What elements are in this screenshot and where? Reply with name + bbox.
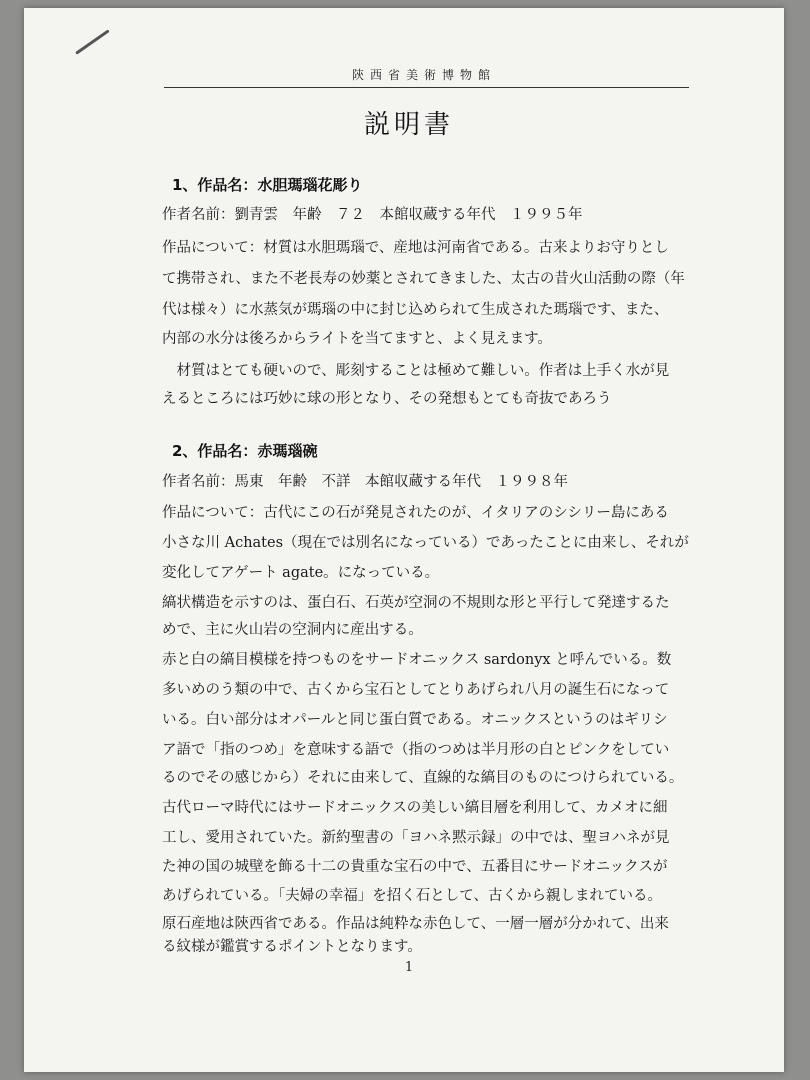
document-title: 説明書 [363,110,454,140]
section-1-line: 作品について：材質は水胆瑪瑙で、産地は河南省である。古来よりお守りとし [162,240,669,256]
page-number: 1 [404,960,414,975]
section-1-line: 材質はとても硬いので、彫刻することは極めて難しい。作者は上手く水が見 [162,363,670,379]
section-2-line: た神の国の城壁を飾る十二の貴重な宝石の中で、五番目にサードオニックスが [162,859,668,875]
staple-mark [75,29,109,54]
section-2-line: あげられている。「夫婦の幸福」を招く石として、古くから親しまれている。 [162,888,662,904]
section-1-line: えるところには巧妙に球の形となり、その発想もとても奇抜であろう [162,391,612,407]
section-2-line: 作品について：古代にこの石が発見されたのが、イタリアのシシリー島にある [162,505,669,521]
section-2-line: 小さな川 Achates（現在では別名になっている）であったことに由来し、それが [162,535,689,551]
museum-header: 陝西省美術博物館 [351,68,496,82]
section-2-line: 原石産地は陝西省である。作品は純粋な赤色して、一層一層が分かれて、出来 [162,916,669,932]
section-2-line: 作者名前：馬東 年齢 不詳 本館収蔵する年代 １９９８年 [162,474,568,490]
section-2-line: る紋様が鑑賞するポイントとなります。 [162,939,422,955]
section-2-line: めで、主に火山岩の空洞内に産出する。 [162,622,423,638]
section-1-line: 作者名前：劉青雲 年齢 ７２ 本館収蔵する年代 １９９５年 [162,207,583,223]
section-2-line: いる。白い部分はオパールと同じ蛋白質である。オニックスというのはギリシ [162,712,668,728]
document-page [24,8,784,1072]
section-2-line: 古代ローマ時代にはサードオニックスの美しい縞目層を利用して、カメオに細 [162,800,668,816]
section-1-line: て携帯され、また不老長寿の妙薬とされてきました、太古の昔火山活動の際（年 [162,271,685,287]
section-2-line: ア語で「指のつめ」を意味する語で（指のつめは半月形の白とピンクをしてい [162,742,670,758]
section-2-heading: 2、作品名：赤瑪瑙碗 [172,442,318,460]
section-2-line: 工し、愛用されていた。新約聖書の「ヨハネ黙示録」の中では、聖ヨハネが見 [162,830,670,846]
section-1-heading: 1、作品名：水胆瑪瑙花彫り [172,176,363,194]
section-2-line: 変化してアゲート agate。になっている。 [162,565,440,581]
header-rule [164,87,689,88]
section-2-line: 縞状構造を示すのは、蛋白石、石英が空洞の不規則な形と平行して発達するた [162,595,670,611]
section-1-line: 代は様々）に水蒸気が瑪瑙の中に封じ込められて生成された瑪瑙です、また、 [162,302,669,318]
section-2-line: 多いめのう類の中で、古くから宝石としてとりあげられ八月の誕生石になって [162,682,670,698]
section-1-line: 内部の水分は後ろからライトを当てますと、よく見えます。 [162,331,552,347]
section-2-line: 赤と白の縞目模様を持つものをサードオニックス sardonyx と呼んでいる。数 [162,652,672,668]
section-2-line: るのでその感じから）それに由来して、直線的な縞目のものにつけられている。 [162,770,684,786]
